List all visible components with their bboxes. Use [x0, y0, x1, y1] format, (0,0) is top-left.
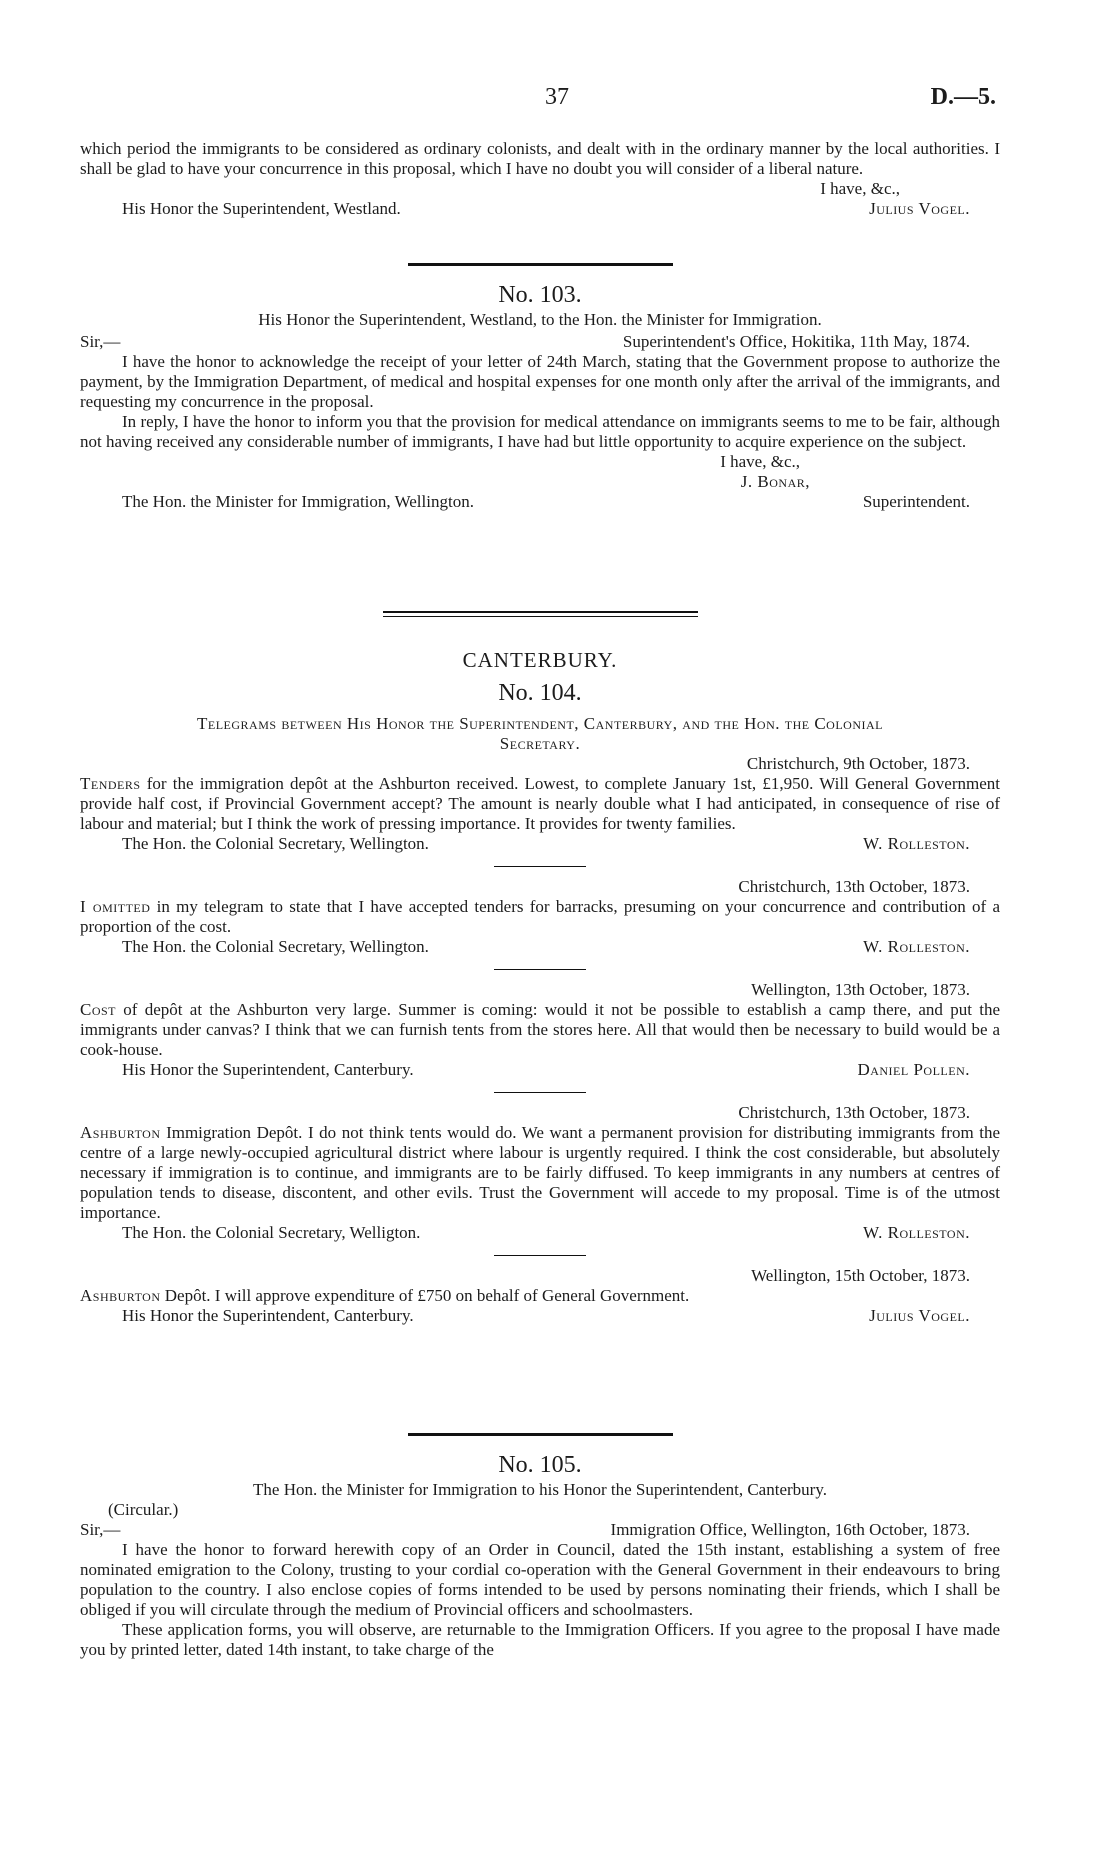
signature: Daniel Pollen.	[857, 1060, 970, 1079]
section-divider	[383, 611, 698, 617]
dateline: Wellington, 15th October, 1873.	[751, 1266, 970, 1285]
dateline: Wellington, 13th October, 1873.	[751, 980, 970, 999]
telegram	[80, 1103, 1000, 1243]
closing: I have, &c.,	[820, 179, 900, 198]
letter-title: The Hon. the Minister for Immigration to his Honor the Superintendent, Canterbury.	[253, 1480, 827, 1499]
telegram-body: in my telegram to state that I have accepted tenders for barracks, presuming on your concurrence and contribution of a proportion of the cost.	[80, 897, 1000, 936]
lead-word: I omitted	[80, 897, 151, 916]
dateline: Christchurch, 13th October, 1873.	[738, 877, 970, 896]
telegram-divider	[494, 1255, 586, 1256]
addressee: The Hon. the Colonial Secretary, Wellington.	[122, 834, 429, 853]
addressee: His Honor the Superintendent, Canterbury.	[122, 1060, 414, 1079]
continued-text: which period the immigrants to be considered as ordinary colonists, and dealt with in the ordinary manner by the local authorities. I shall be glad to have your concurrence in this proposal, which I have no doubt you will consider of a liberal nature.	[80, 139, 1000, 178]
telegram-divider	[494, 866, 586, 867]
addressee: The Hon. the Colonial Secretary, Wellington.	[122, 937, 429, 956]
telegram	[80, 1266, 1000, 1326]
circular-label: (Circular.)	[108, 1500, 179, 1519]
dateline: Christchurch, 9th October, 1873.	[746, 754, 970, 773]
letter-number: No. 103.	[498, 282, 582, 308]
telegram-body: Immigration Depôt. I do not think tents would do. We want a permanent provision for distributing immigrants from the centre of a large newly-occupied agricultural district where labour is urgently required. I think the cost considerable, but absolutely necessary if immigration is to continue, and immigrants are to be fairly diffused. To keep immigrants in any numbers at centres of population tends to disease, discontent, and other evils. Trust the Government will accede to my proposal. Time is of the utmost importance.	[80, 1123, 1000, 1222]
salutation: Sir,—	[80, 332, 121, 351]
telegram-body: Depôt. I will approve expenditure of £750 on behalf of General Government.	[160, 1286, 690, 1305]
closing: I have, &c.,	[720, 452, 800, 471]
canterbury-section	[80, 646, 1000, 1326]
signature: W. Rolleston.	[863, 937, 970, 956]
addressee: His Honor the Superintendent, Canterbury.	[122, 1306, 414, 1325]
paragraph: I have the honor to acknowledge the receipt of your letter of 24th March, stating that the Government propose to authorize the payment, by the Immigration Department, of medical and hospital expenses for one month only after the arrival of the immigrants, and requesting my concurrence in the proposal.	[80, 352, 1000, 411]
telegram	[80, 877, 1000, 957]
dateline: Immigration Office, Wellington, 16th October, 1873.	[610, 1520, 970, 1539]
letter-no-105	[80, 1450, 1000, 1660]
addressee: The Hon. the Colonial Secretary, Welligton.	[122, 1223, 421, 1242]
signatory-role: Superintendent.	[862, 492, 970, 511]
page-number: 37	[545, 84, 569, 110]
telegram	[80, 980, 1000, 1080]
signature: Julius Vogel.	[869, 1306, 970, 1325]
section-heading: CANTERBURY.	[462, 648, 618, 672]
section-divider	[408, 263, 673, 266]
letter-number: No. 105.	[498, 1452, 582, 1478]
signature: W. Rolleston.	[863, 1223, 970, 1242]
letter-title: His Honor the Superintendent, Westland, to the Hon. the Minister for Immigration.	[258, 310, 822, 329]
telegram-body: of depôt at the Ashburton very large. Summer is coming: would it not be possible to establish a camp there, and put the immigrants under canvas? I think that we can furnish tents from the stores here. All that would then be necessary to build would be a cook-house.	[80, 1000, 1000, 1059]
signature: J. Bonar,	[740, 472, 810, 491]
letter-title-cont: Secretary.	[499, 734, 581, 753]
addressee: His Honor the Superintendent, Westland.	[122, 199, 401, 218]
paragraph: In reply, I have the honor to inform you that the provision for medical attendance on immigrants seems to me to be fair, although not having received any considerable number of immigrants, I have had but little opportunity to acquire experience on the subject.	[80, 412, 1000, 451]
lead-word: Ashburton	[80, 1286, 161, 1305]
continued-letter	[80, 139, 1000, 219]
salutation: Sir,—	[80, 1520, 121, 1539]
lead-word: Cost	[80, 1000, 117, 1019]
dateline: Christchurch, 13th October, 1873.	[738, 1103, 970, 1122]
dateline: Superintendent's Office, Hokitika, 11th May, 1874.	[622, 332, 970, 351]
telegram-body: for the immigration depôt at the Ashburton received. Lowest, to complete January 1st, £1,950. Will General Government provide half cost, if Provincial Government accept? The amount is nearly double what I had anticipated, in consequence of rise of labour and material; but I think the work of pressing importance. It provides for twenty families.	[80, 774, 1000, 833]
signature: Julius Vogel.	[869, 199, 970, 218]
addressee: The Hon. the Minister for Immigration, Wellington.	[122, 492, 474, 511]
telegram	[80, 754, 1000, 854]
letter-title: Telegrams between His Honor the Superintendent, Canterbury, and the Hon. the Colonial	[197, 714, 883, 733]
document-reference: D.—5.	[930, 84, 996, 110]
paragraph: I have the honor to forward herewith copy of an Order in Council, dated the 15th instant, establishing a system of free nominated emigration to the Colony, trusting to your cordial co-operation with the General Government in their endeavours to bring population to the country. I also enclose copies of forms intended to be used by persons nominating their friends, which I shall be obliged if you will circulate through the medium of Provincial officers and schoolmasters.	[80, 1540, 1000, 1619]
telegram-divider	[494, 969, 586, 970]
lead-word: Ashburton	[80, 1123, 161, 1142]
lead-word: Tenders	[80, 774, 141, 793]
paragraph: These application forms, you will observe, are returnable to the Immigration Officers. If you agree to the proposal I have made you by printed letter, dated 14th instant, to take charge of the	[80, 1620, 1000, 1659]
telegram-divider	[494, 1092, 586, 1093]
letter-number: No. 104.	[498, 680, 582, 706]
signature: W. Rolleston.	[863, 834, 970, 853]
letter-no-103	[80, 280, 1000, 512]
section-divider	[408, 1433, 673, 1436]
